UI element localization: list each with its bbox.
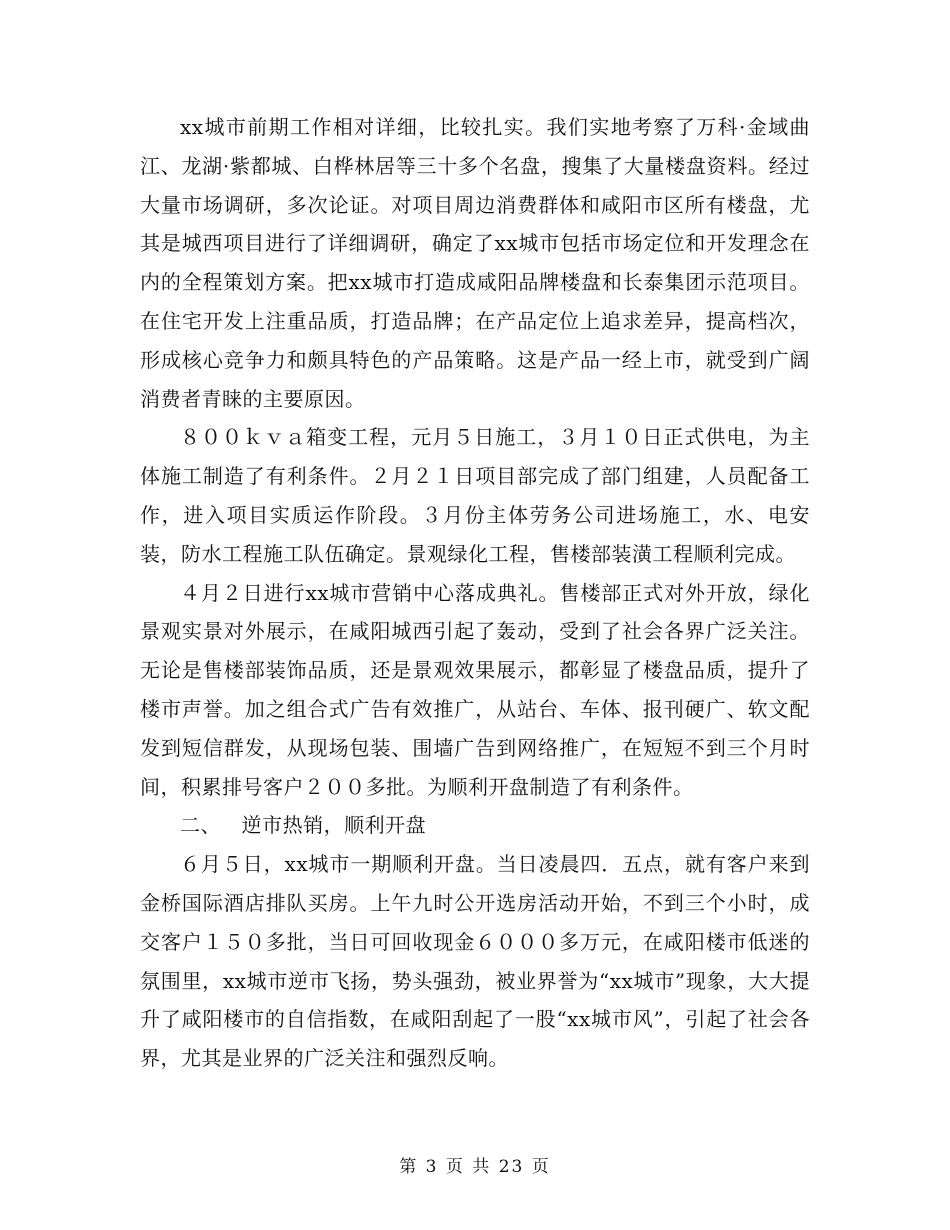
section-heading: 二、 逆市热销，顺利开盘 (180, 813, 427, 838)
page-footer: 第 3 页 共 23 页 (399, 1157, 551, 1177)
paragraph-opening: ６月５日，xx城市一期顺利开盘。当日凌晨四．五点，就有客户来到金桥国际酒店排队买房。上午九时公开选房活动开始，不到三个小时，成交客户１５０多批，当日可回收现金６０００多万元，在咸阳楼市低迷的氛围里，xx城市逆市飞扬，势头强劲，被业界誉为“xx城市”现象，大大提升了咸阳楼市的自信指数，在咸阳刮起了一股“xx城市风”，引起了社会各界，尤其是业界的广泛关注和强烈反响。 (140, 852, 810, 1071)
paragraph-construction: ８００ｋｖａ箱变工程，元月５日施工，３月１０日正式供电，为主体施工制造了有利条件。２月２１日项目部完成了部门组建，人员配备工作，进入项目实质运作阶段。３月份主体劳务公司进场施工，水、电安装，防水工程施工队伍确定。景观绿化工程，售楼部装潢工程顺利完成。 (140, 425, 810, 566)
paragraph-marketing-center: ４月２日进行xx城市营销中心落成典礼。售楼部正式对外开放，绿化景观实景对外展示，在咸阳城西引起了轰动，受到了社会各界广泛关注。无论是售楼部装饰品质，还是景观效果展示，都彰显了楼盘品质，提升了楼市声誉。加之组合式广告有效推广，从站台、车体、报刊硬广、软文配发到短信群发，从现场包装、围墙广告到网络推广，在短短不到三个月时间，积累排号客户２００多批。为顺利开盘制造了有利条件。 (140, 580, 810, 799)
paragraph-preparation: xx城市前期工作相对详细，比较扎实。我们实地考察了万科·金域曲江、龙湖·紫都城、白桦林居等三十多个名盘，搜集了大量楼盘资料。经过大量市场调研，多次论证。对项目周边消费群体和咸阳市区所有楼盘，尤其是城西项目进行了详细调研，确定了xx城市包括市场定位和开发理念在内的全程策划方案。把xx城市打造成咸阳品牌楼盘和长泰集团示范项目。在住宅开发上注重品质，打造品牌；在产品定位上追求差异，提高档次，形成核心竞争力和颇具特色的产品策略。这是产品一经上市，就受到广阔消费者青睐的主要原因。 (140, 115, 810, 411)
document-body (140, 108, 810, 1078)
